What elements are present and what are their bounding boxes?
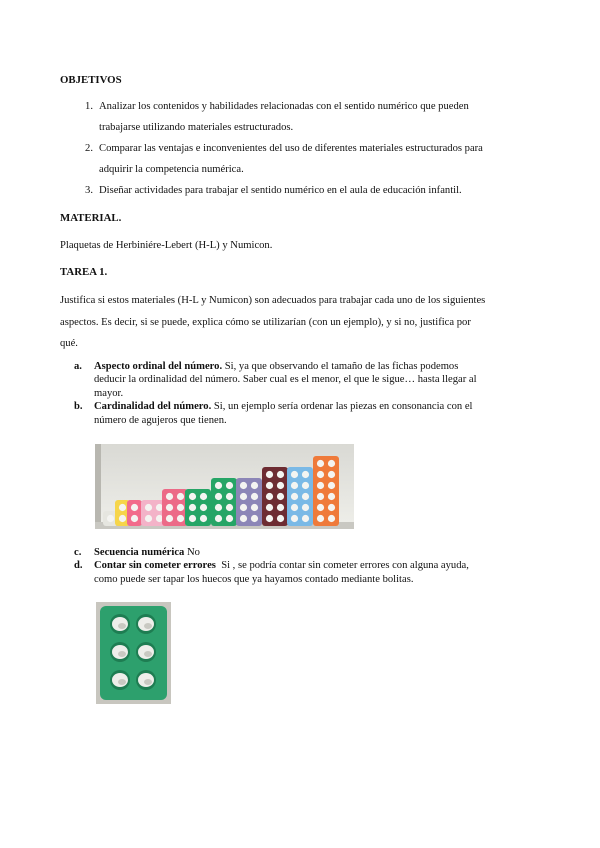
tray-board <box>100 606 167 700</box>
objetivo-line: Analizar los contenidos y habilidades relacionadas con el sentido numérico que pueden <box>99 101 469 112</box>
item-text: Si, ya que observando el tamaño de las fichas podemos <box>224 361 459 372</box>
tarea-intro-line: qué. <box>60 338 78 349</box>
tarea-heading: TAREA 1. <box>60 266 108 278</box>
objetivo-item <box>60 96 540 138</box>
numicon-piece <box>262 467 288 526</box>
tray-hole <box>136 614 156 634</box>
material-heading: MATERIAL. <box>60 212 122 224</box>
tarea-intro-line: Justifica si estos materiales (H-L y Numicon) son adecuados para trabajar cada uno de los siguientes <box>60 295 486 306</box>
numicon-piece <box>236 478 262 526</box>
objetivo-number: 3. <box>85 185 93 196</box>
item-text: Si , se podría contar sin cometer errores con alguna ayuda, <box>221 560 469 572</box>
tray-photo <box>96 602 171 704</box>
item-text: No <box>186 547 200 558</box>
item-label: Contar sin cometer errores <box>94 560 216 572</box>
objetivo-line: adquirir la competencia numérica. <box>99 164 244 175</box>
numicon-piece <box>287 467 313 526</box>
objetivo-line: trabajarse utilizando materiales estructurados. <box>99 122 294 133</box>
tray-hole <box>110 670 130 690</box>
item-text: Si, un ejemplo sería ordenar las piezas en consonancia con el <box>213 401 473 413</box>
item-mark: b. <box>74 401 83 413</box>
tarea-items-cd <box>74 546 534 586</box>
objetivos-heading: OBJETIVOS <box>60 74 122 86</box>
tarea-intro-line: aspectos. Es decir, si se puede, explica cómo se utilizarían (con un ejemplo), y si no, justifica por <box>60 316 471 328</box>
tarea-item-d <box>74 559 534 586</box>
tarea-item-b <box>74 400 534 427</box>
tray-hole <box>110 642 130 662</box>
numicon-piece <box>313 456 339 526</box>
item-mark: a. <box>74 361 82 372</box>
item-text: deducir la ordinalidad del número. Saber cual es el menor, el que le sigue… hasta llegar al <box>94 374 477 386</box>
objetivo-number: 2. <box>85 143 93 154</box>
objetivo-number: 1. <box>85 101 93 112</box>
objetivo-line: Diseñar actividades para trabajar el sentido numérico en el aula de educación infantil. <box>99 185 462 196</box>
tarea-item-a <box>74 360 534 400</box>
numicon-piece <box>211 478 237 526</box>
numicon-piece <box>127 500 142 526</box>
item-label: Aspecto ordinal del número. <box>94 361 223 372</box>
item-text: número de agujeros que tienen. <box>94 414 227 426</box>
item-mark: d. <box>74 560 83 572</box>
numicon-piece <box>185 489 211 526</box>
objetivo-item <box>60 138 540 180</box>
item-text: como puede ser tapar los huecos que ya hayamos contado mediante bolitas. <box>94 573 414 585</box>
objetivos-list <box>60 96 540 201</box>
numicon-piece <box>162 489 188 526</box>
item-text: mayor. <box>94 387 124 399</box>
tray-hole <box>110 614 130 634</box>
tray-hole <box>136 670 156 690</box>
objetivo-line: Comparar las ventajas e inconvenientes del uso de diferentes materiales estructurados para <box>99 143 483 154</box>
tray-hole <box>136 642 156 662</box>
tarea-intro <box>60 290 540 355</box>
item-label: Secuencia numérica <box>94 547 185 558</box>
item-label: Cardinalidad del número. <box>94 401 212 413</box>
objetivo-item <box>60 180 540 201</box>
item-mark: c. <box>74 547 82 558</box>
numicon-photo <box>95 444 354 529</box>
tarea-items-ab <box>74 360 534 427</box>
material-text: Plaquetas de Herbiniére-Lebert (H-L) y Numicon. <box>60 240 273 251</box>
tarea-item-c <box>74 546 534 559</box>
